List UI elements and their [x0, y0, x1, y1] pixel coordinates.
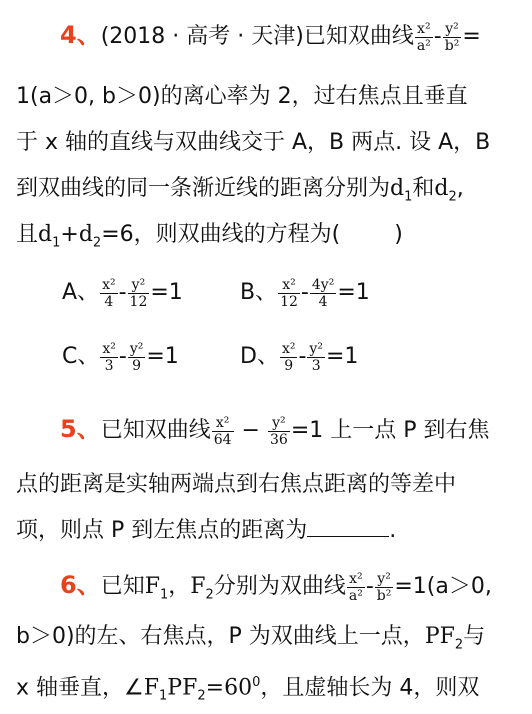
q4-line-1: 4、(2018 · 高考 · 天津)已知双曲线 $\frac{\text{x²}}{\text{a²}}$ - $\frac{\text{y²}}{\text{b²}}$ =: [60, 20, 481, 54]
q5-line-1: 5、已知双曲线 $\frac{\text{x²}}{64}$ − $\frac{\text{y²}}{36}$ =1 上一点 P 到右焦: [60, 414, 490, 448]
question-number-4: 4、: [60, 21, 101, 49]
q6-line-1: 6、已知$F_1$，$F_2$分别为双曲线 $\frac{\text{x²}}{\text{a²}}$ - $\frac{\text{y²}}{\text{b²}}$ =1(a＞0,: [60, 570, 492, 604]
fraction-y2-b2: $\frac{\text{y²}}{\text{b²}}$: [444, 20, 460, 54]
q6-line-3: x 轴垂直，$\angle F_1PF_2=60^0$，且虚轴长为 4，则双: [16, 675, 480, 704]
option-c: C、 $\frac{\text{x²}}{3}$ - $\frac{\text{y²}}{9}$ =1: [62, 340, 179, 374]
q4-line-3: 于 x 轴的直线与双曲线交于 A，B 两点. 设 A，B: [16, 130, 491, 155]
answer-blank: [307, 516, 389, 537]
q4-line-4: 到双曲线的同一条渐近线的距离分别为$d_1$和$d_2$,: [16, 176, 464, 205]
q6-line-2: b＞0)的左、右焦点，P 为双曲线上一点，$PF_2$与: [16, 624, 486, 653]
question-number-5: 5、: [60, 415, 101, 443]
q4-line-5: 且$d_1+d_2=6$，则双曲线的方程为( ): [16, 222, 403, 251]
q5-line-2: 点的距离是实轴两端点到右焦点距离的等差中: [16, 472, 457, 497]
question-number-6: 6、: [60, 571, 101, 599]
option-a: A、 $\frac{\text{x²}}{4}$ - $\frac{\text{y²}}{12}$ =1: [62, 276, 183, 310]
option-b: B、 $\frac{\text{x²}}{12}$ - $\frac{\text{4y²}}{4}$ =1: [240, 276, 370, 310]
q5-line-3: 项，则点 P 到左焦点的距离为 .: [16, 518, 397, 543]
q4-intro: (2018 · 高考 · 天津)已知双曲线: [100, 24, 414, 49]
fraction-x2-a2: $\frac{\text{x²}}{\text{a²}}$: [416, 20, 431, 54]
q4-line-2: 1(a＞0, b＞0)的离心率为 2，过右焦点且垂直: [16, 84, 468, 109]
option-d: D、 $\frac{\text{x²}}{9}$ - $\frac{\text{y²}}{3}$ =1: [240, 340, 359, 374]
